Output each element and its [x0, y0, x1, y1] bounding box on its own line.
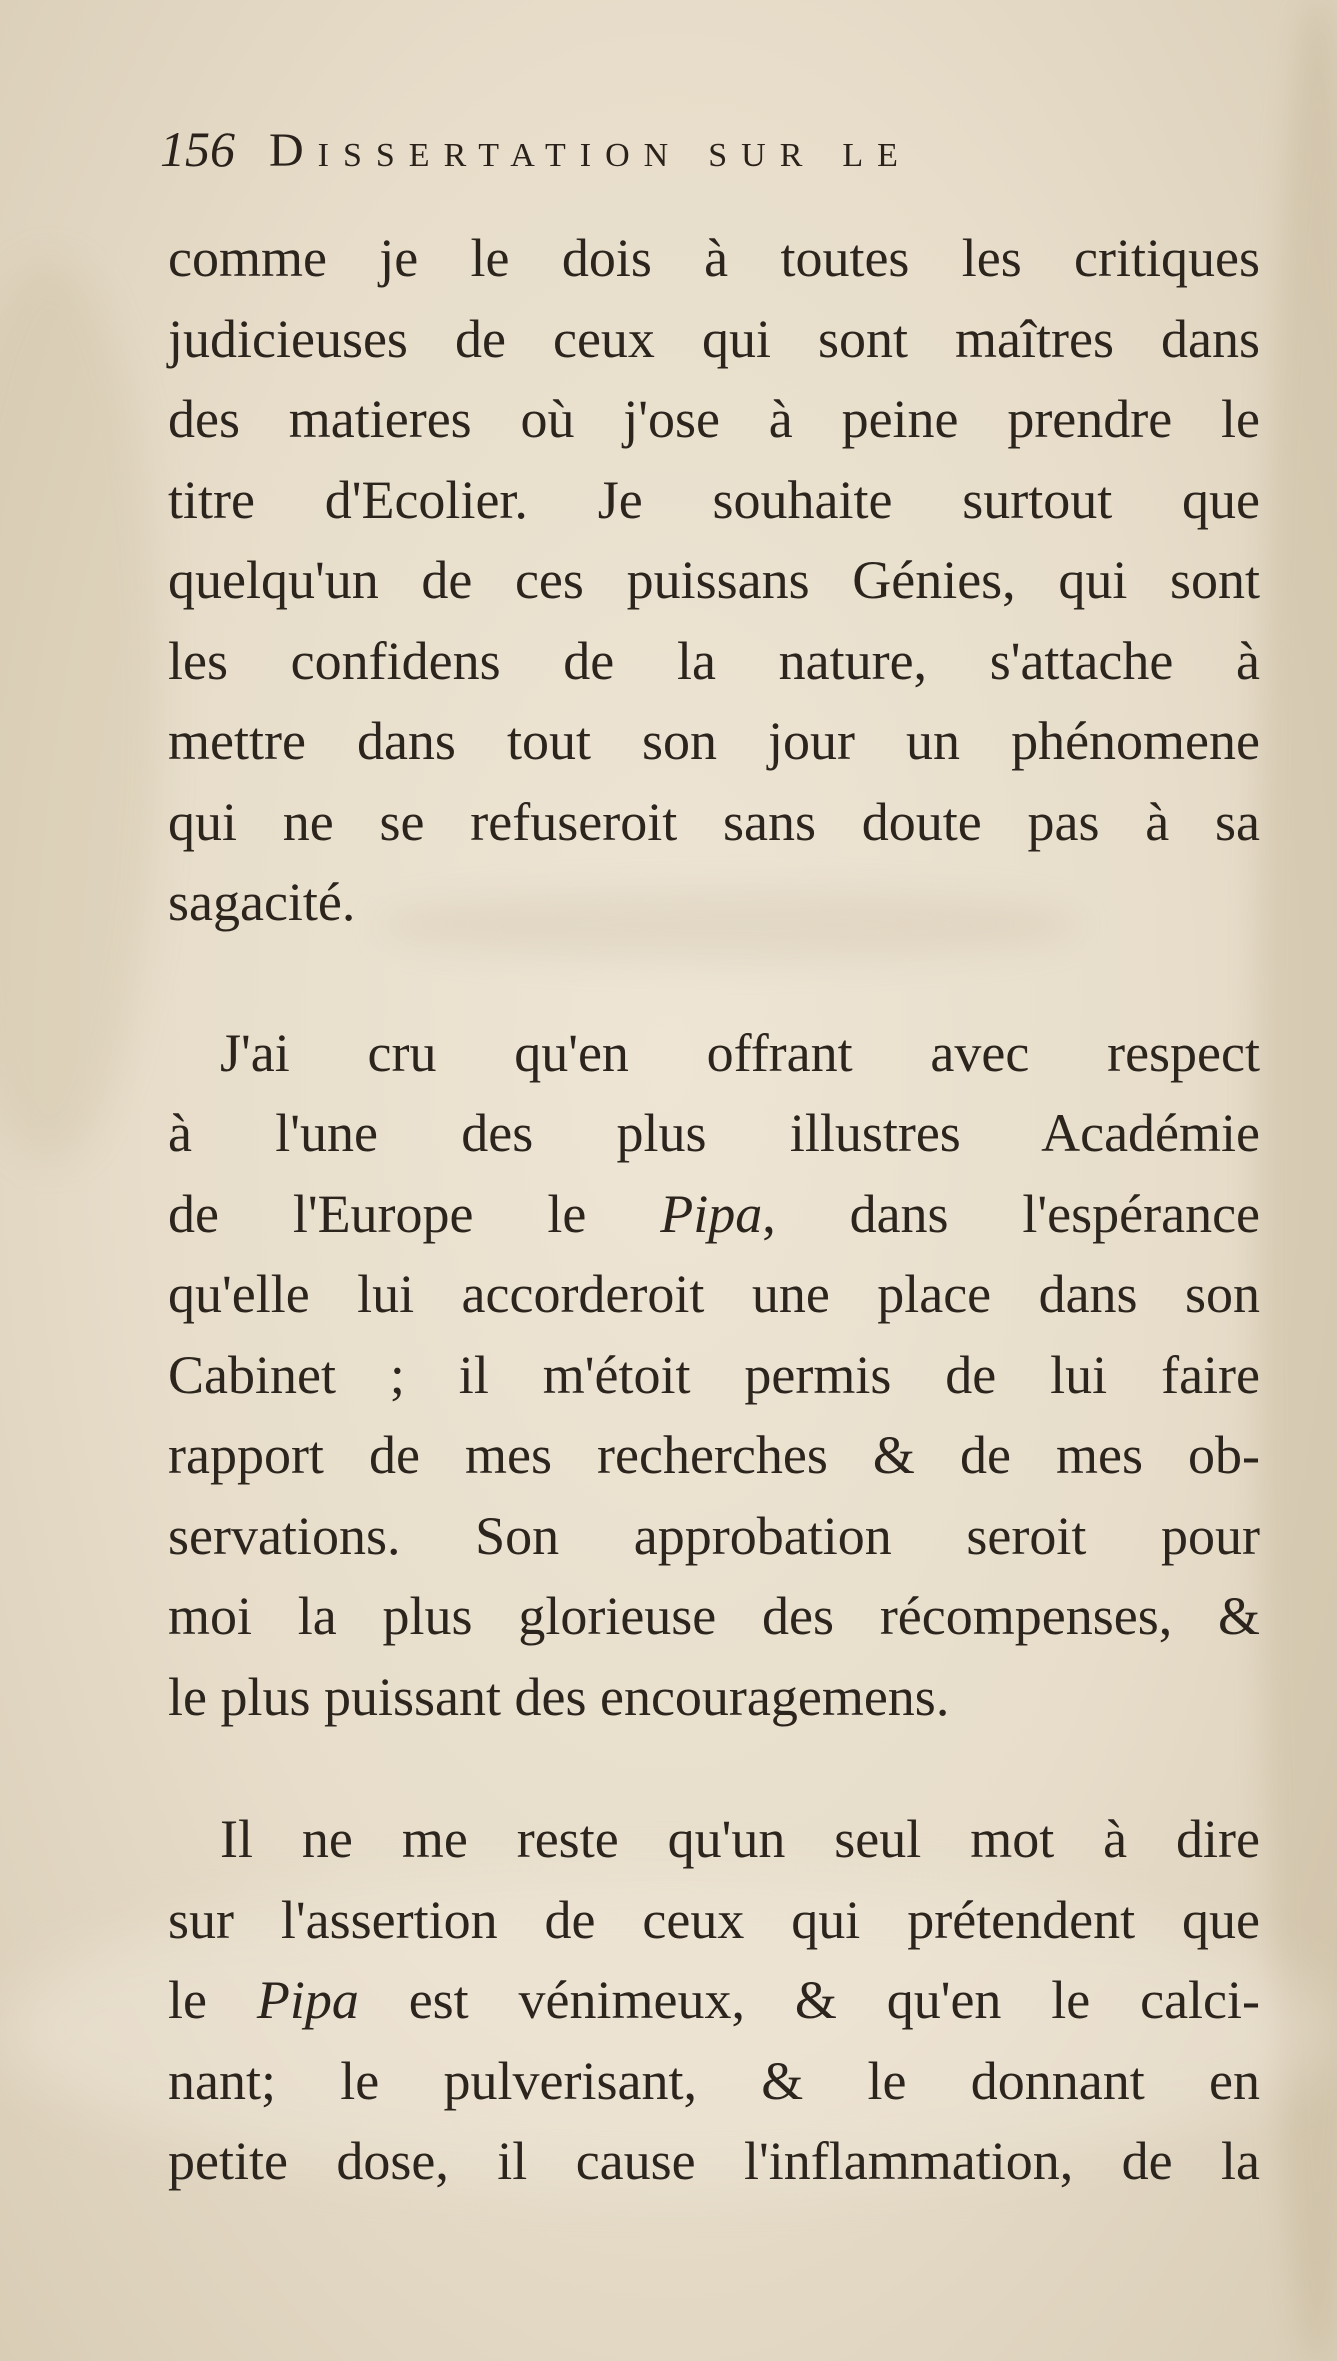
italic-term: Pipa: [660, 1183, 763, 1244]
text-line: quelqu'un de ces puissans Génies, qui sont: [168, 550, 1260, 610]
text-line: des matieres où j'ose à peine prendre le: [168, 389, 1260, 449]
text-line: nant; le pulverisant, & le donnant en: [168, 2050, 1260, 2111]
text-line: J'ai cru qu'en offrant avec respect: [220, 1022, 1260, 1083]
text-line: comme je le dois à toutes les critiques: [168, 228, 1260, 288]
paragraph-gap: [168, 943, 1260, 1013]
text-line: de l'Europe le Pipa, dans l'espérance: [168, 1183, 1261, 1244]
text-line: le Pipa est vénimeux, & qu'en le calci-: [168, 1970, 1260, 2030]
text-line: judicieuses de ceux qui sont maîtres dans: [168, 308, 1260, 369]
text-line: sur l'assertion de ceux qui prétendent que: [168, 1889, 1260, 1950]
body-text: [168, 218, 1260, 2202]
text-line: rapport de mes recherches & de mes ob-: [168, 1425, 1260, 1485]
text-line: Cabinet ; il m'étoit permis de lui faire: [168, 1344, 1260, 1405]
text-line: servations. Son approbation seroit pour: [168, 1505, 1260, 1566]
text-line: qui ne se refuseroit sans doute pas à sa: [168, 791, 1260, 852]
text-line: le plus puissant des encouragemens.: [168, 1666, 950, 1727]
text-line: petite dose, il cause l'inflammation, de la: [168, 2131, 1260, 2191]
running-head: [160, 120, 1180, 210]
text-line: moi la plus glorieuse des récompenses, &: [168, 1586, 1260, 1646]
page-number: 156: [160, 121, 235, 177]
text-line: sagacité.: [168, 872, 356, 932]
paper-stain: [0, 260, 160, 1160]
text-line: Il ne me reste qu'un seul mot à dire: [220, 1809, 1260, 1869]
paragraph-gap: [168, 1737, 1260, 1799]
text-line: à l'une des plus illustres Académie: [168, 1103, 1260, 1163]
paper-stain: [1257, 0, 1337, 2361]
text-line: mettre dans tout son jour un phénomene: [168, 711, 1260, 771]
text-line: titre d'Ecolier. Je souhaite surtout que: [168, 469, 1260, 530]
text-line: les confidens de la nature, s'attache à: [168, 630, 1260, 691]
italic-term: Pipa: [256, 1970, 359, 2030]
running-title: Dissertation sur le: [269, 124, 912, 177]
text-line: qu'elle lui accorderoit une place dans son: [168, 1264, 1260, 1324]
